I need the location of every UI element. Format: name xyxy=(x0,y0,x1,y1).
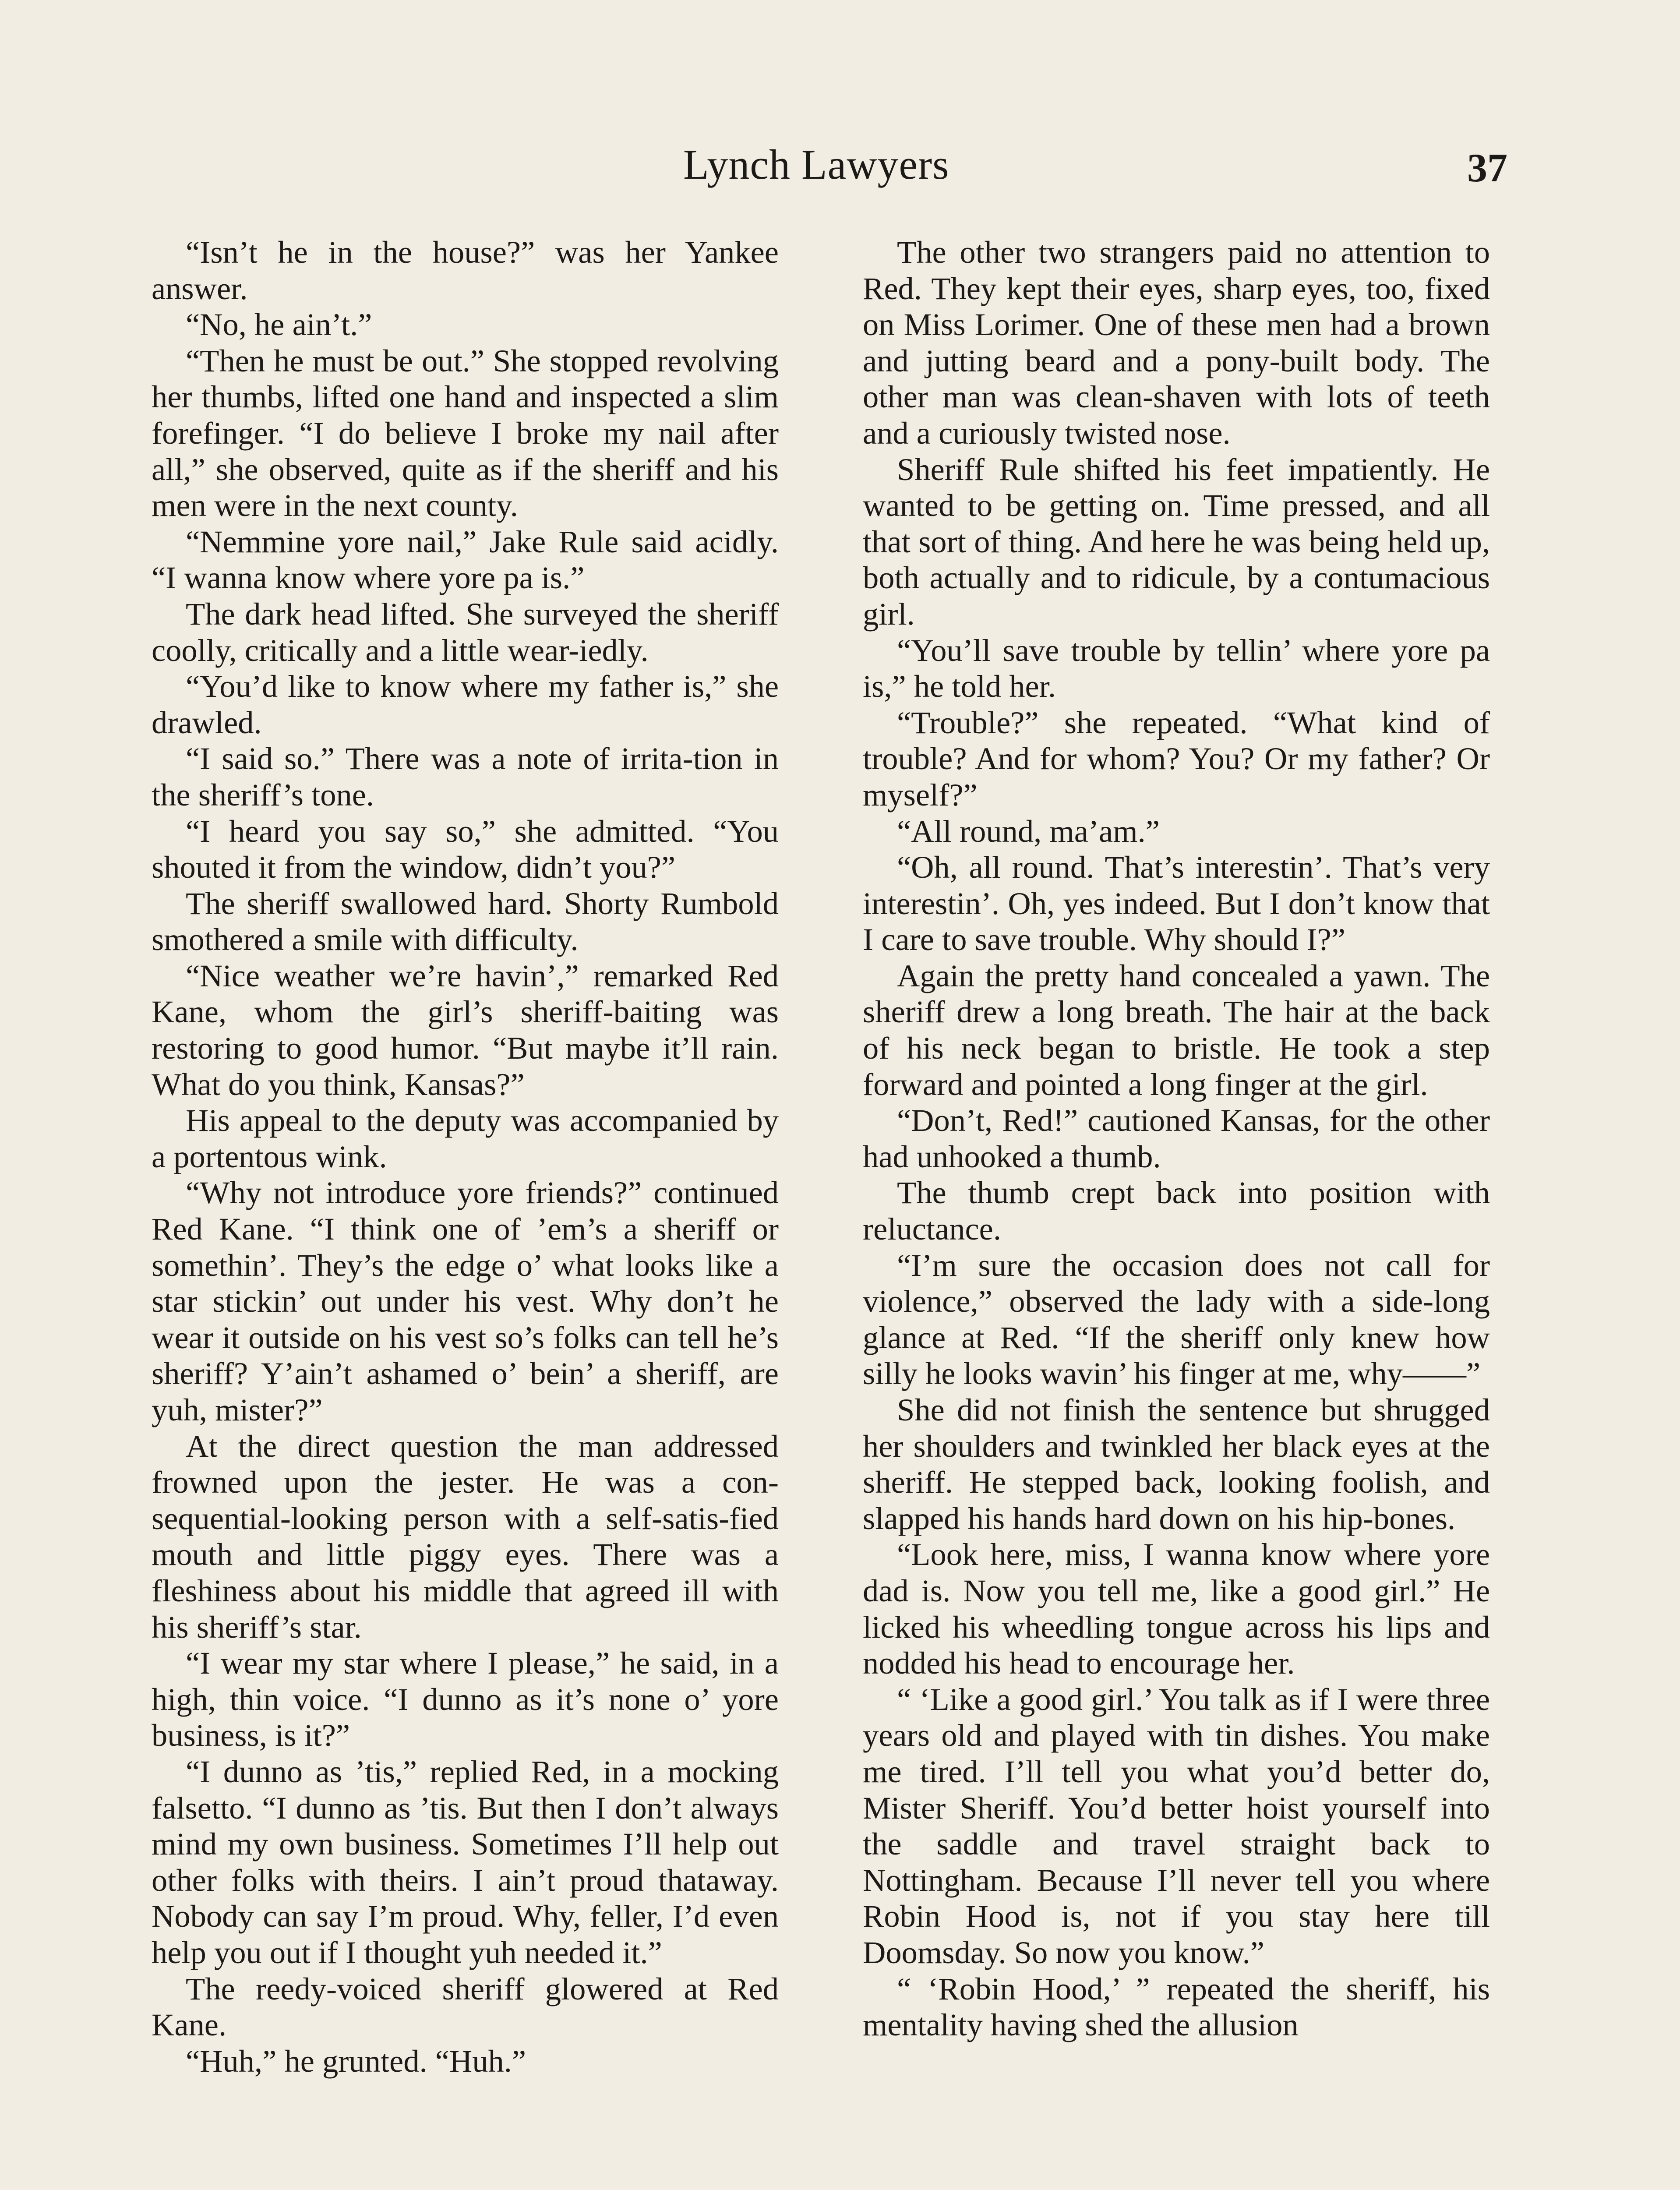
paragraph: The thumb crept back into position with reluctance. xyxy=(863,1175,1490,1247)
paragraph: The other two strangers paid no attention to Red. They kept their eyes, sharp eyes, too, fixed on Miss Lorimer. One of these men had a brown and jutting beard and a pony-built body. The other man was clean-shaven with lots of teeth and a curiously twisted nose. xyxy=(863,234,1490,451)
paragraph: “No, he ain’t.” xyxy=(186,307,372,343)
paragraph: At the direct question the man addressed frowned upon the jester. He was a con-sequential-looking person with a self-satis-fied mouth and little piggy eyes. There was a fleshiness about his middle that agreed ill with his sheriff’s star. xyxy=(152,1428,779,1645)
paragraph: “I wear my star where I please,” he said, in a high, thin voice. “I dunno as it’s none o’ yore business, is it?” xyxy=(152,1645,779,1753)
paragraph: “Then he must be out.” She stopped revolving her thumbs, lifted one hand and inspected a slim forefinger. “I do believe I broke my nail after all,” she observed, quite as if the sheriff and his men were in the next county. xyxy=(152,343,779,523)
left-column xyxy=(152,234,779,2079)
paragraph: “Isn’t he in the house?” was her Yankee answer. xyxy=(152,234,779,306)
running-title: Lynch Lawyers xyxy=(683,141,949,188)
paragraph: His appeal to the deputy was accompanied by a portentous wink. xyxy=(152,1102,779,1174)
paragraph: Again the pretty hand concealed a yawn. The sheriff drew a long breath. The hair at the back of his neck began to bristle. He took a step forward and pointed a long finger at the girl. xyxy=(863,957,1490,1102)
paragraph: The dark head lifted. She surveyed the sheriff coolly, critically and a little wear-iedly. xyxy=(152,596,779,668)
paragraph: “ ‘Robin Hood,’ ” repeated the sheriff, his mentality having shed the allusion xyxy=(863,1971,1490,2043)
paragraph: “I’m sure the occasion does not call for violence,” observed the lady with a side-long glance at Red. “If the sheriff only knew how silly he looks wavin’ his finger at me, why——” xyxy=(863,1247,1490,1392)
right-column xyxy=(863,234,1490,2043)
paragraph: “Nice weather we’re havin’,” remarked Red Kane, whom the girl’s sheriff-baiting was restoring to good humor. “But maybe it’ll rain. What do you think, Kansas?” xyxy=(152,957,779,1102)
paragraph: “Oh, all round. That’s interestin’. That’s very interestin’. Oh, yes indeed. But I don’t know that I care to save trouble. Why should I?” xyxy=(863,849,1490,957)
paragraph: “Nemmine yore nail,” Jake Rule said acidly. “I wanna know where yore pa is.” xyxy=(152,523,779,596)
paragraph: “I said so.” There was a note of irrita-tion in the sheriff’s tone. xyxy=(152,741,779,812)
paragraph: “Why not introduce yore friends?” continued Red Kane. “I think one of ’em’s a sheriff or somethin’. They’s the edge o’ what looks like a star stickin’ out under his vest. Why don’t he wear it outside on his vest so’s folks can tell he’s sheriff? Y’ain’t ashamed o’ bein’ a sheriff, are yuh, mister?” xyxy=(152,1175,779,1427)
paragraph: “All round, ma’am.” xyxy=(897,813,1160,849)
paragraph: Sheriff Rule shifted his feet impatiently. He wanted to be getting on. Time pressed, and all that sort of thing. And here he was being held up, both actually and to ridicule, by a contumacious girl. xyxy=(863,451,1490,632)
paragraph: “I dunno as ’tis,” replied Red, in a mocking falsetto. “I dunno as ’tis. But then I don’t always mind my own business. Sometimes I’ll help out other folks with theirs. I ain’t proud thataway. Nobody can say I’m proud. Why, feller, I’d even help you out if I thought yuh needed it.” xyxy=(152,1753,779,1970)
paragraph: “Don’t, Red!” cautioned Kansas, for the other had unhooked a thumb. xyxy=(863,1102,1490,1174)
paragraph: “You’d like to know where my father is,” she drawled. xyxy=(152,668,779,740)
paragraph: “Look here, miss, I wanna know where yore dad is. Now you tell me, like a good girl.” He licked his wheedling tongue across his lips and nodded his head to encourage her. xyxy=(863,1537,1490,1681)
page-number: 37 xyxy=(1467,145,1507,190)
paragraph: She did not finish the sentence but shrugged her shoulders and twinkled her black eyes at the sheriff. He stepped back, looking foolish, and slapped his hands hard down on his hip-bones. xyxy=(863,1392,1490,1536)
paragraph: “Trouble?” she repeated. “What kind of trouble? And for whom? You? Or my father? Or myself?” xyxy=(863,704,1490,812)
paragraph: “You’ll save trouble by tellin’ where yore pa is,” he told her. xyxy=(863,632,1490,704)
paragraph: “ ‘Like a good girl.’ You talk as if I were three years old and played with tin dishes. You make me tired. I’ll tell you what you’d better do, Mister Sheriff. You’d better hoist yourself into the saddle and travel straight back to Nottingham. Because I’ll never tell you where Robin Hood is, not if you stay here till Doomsday. So now you know.” xyxy=(863,1681,1490,1970)
paragraph: The sheriff swallowed hard. Shorty Rumbold smothered a smile with difficulty. xyxy=(152,885,779,957)
paragraph: “Huh,” he grunted. “Huh.” xyxy=(186,2043,526,2079)
paragraph: “I heard you say so,” she admitted. “You shouted it from the window, didn’t you?” xyxy=(152,813,779,885)
paragraph: The reedy-voiced sheriff glowered at Red Kane. xyxy=(152,1971,779,2043)
